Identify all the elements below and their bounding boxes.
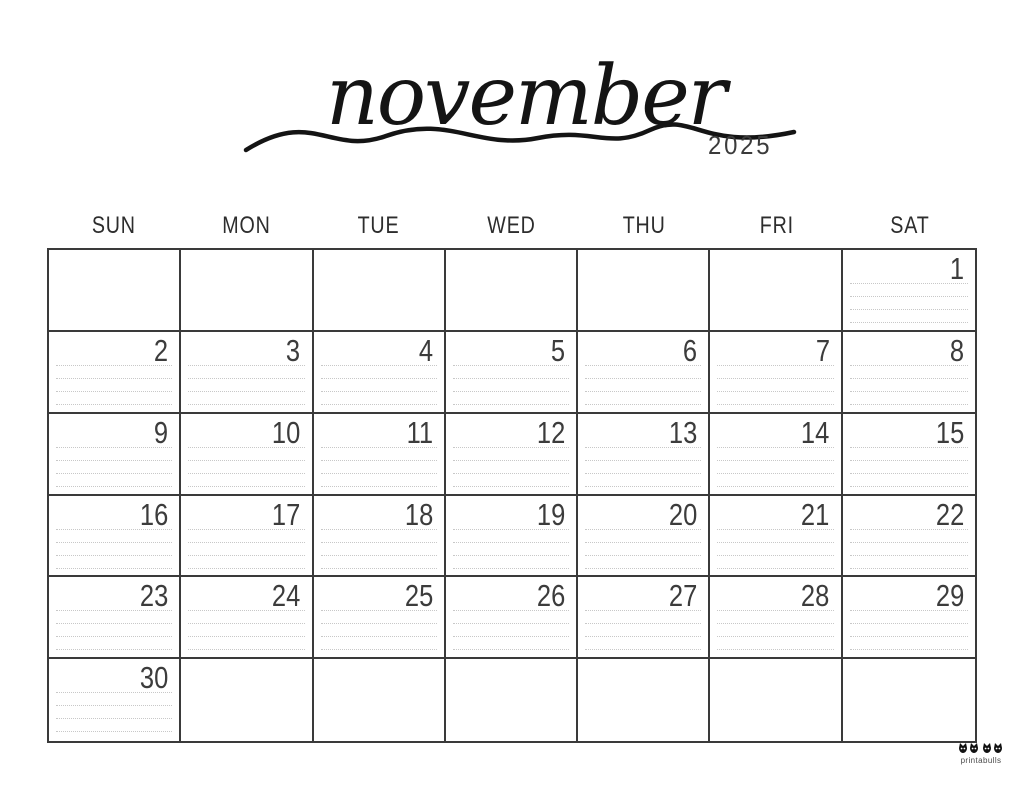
weekday-fri: FRI	[759, 211, 795, 240]
calendar-cell	[843, 659, 975, 741]
weekday-sat: SAT	[890, 211, 930, 240]
date-number: 28	[801, 580, 830, 614]
note-lines	[188, 435, 304, 487]
note-lines	[188, 598, 304, 650]
calendar-cell	[578, 250, 710, 332]
calendar-cell	[314, 659, 446, 741]
note-lines	[717, 353, 833, 405]
calendar-cell	[578, 414, 710, 496]
date-number: 30	[139, 662, 169, 696]
note-lines	[453, 353, 569, 405]
date-number: 11	[406, 416, 433, 450]
calendar-cell	[710, 496, 842, 578]
calendar-cell	[314, 332, 446, 414]
note-lines	[850, 271, 968, 323]
weekday-tue: TUE	[357, 211, 400, 240]
date-number: 6	[683, 334, 698, 369]
date-number: 3	[286, 334, 301, 369]
date-number: 14	[801, 416, 830, 450]
note-lines	[321, 435, 437, 487]
date-number: 18	[404, 498, 433, 532]
date-number: 27	[669, 580, 698, 614]
date-number: 2	[154, 334, 169, 369]
calendar-cell	[578, 332, 710, 414]
logo-text: printabulls	[960, 756, 1002, 765]
calendar-cell	[314, 414, 446, 496]
calendar-cell	[446, 250, 578, 332]
note-lines	[850, 435, 968, 487]
date-number: 24	[272, 580, 301, 614]
date-number: 1	[949, 253, 964, 287]
calendar-cell	[710, 659, 842, 741]
calendar-cell	[49, 577, 181, 659]
calendar-cell	[710, 332, 842, 414]
date-number: 13	[669, 416, 698, 450]
calendar-cell	[49, 659, 181, 741]
calendar-cell	[49, 332, 181, 414]
note-lines	[56, 680, 172, 732]
date-number: 9	[154, 416, 169, 450]
calendar-cell	[446, 332, 578, 414]
calendar-cell	[181, 250, 313, 332]
date-number: 21	[801, 498, 830, 532]
note-lines	[585, 435, 701, 487]
note-lines	[321, 598, 437, 650]
year-label: 2025	[708, 130, 773, 160]
calendar-cell	[181, 332, 313, 414]
date-number: 23	[139, 580, 169, 614]
calendar-cell	[446, 414, 578, 496]
date-number: 17	[272, 498, 301, 532]
date-number: 5	[550, 334, 566, 369]
date-number: 25	[404, 580, 433, 614]
weekday-sun: SUN	[91, 211, 136, 240]
note-lines	[585, 517, 701, 569]
note-lines	[188, 353, 304, 405]
date-number: 12	[536, 416, 566, 450]
note-lines	[850, 353, 968, 405]
printabulls-logo	[950, 742, 1012, 766]
calendar-cell	[843, 496, 975, 578]
calendar-cell	[181, 577, 313, 659]
weekday-wed: WED	[487, 211, 536, 240]
note-lines	[585, 353, 701, 405]
date-number: 22	[935, 498, 964, 532]
calendar-cell	[710, 577, 842, 659]
calendar-cell	[49, 496, 181, 578]
note-lines	[56, 517, 172, 569]
calendar-cell	[843, 577, 975, 659]
note-lines	[56, 598, 172, 650]
note-lines	[56, 353, 172, 405]
calendar-cell	[710, 414, 842, 496]
note-lines	[850, 598, 968, 650]
date-number: 19	[536, 498, 566, 532]
note-lines	[453, 517, 569, 569]
calendar-cell	[446, 577, 578, 659]
calendar-cell	[314, 577, 446, 659]
calendar-cell	[578, 659, 710, 741]
note-lines	[188, 517, 304, 569]
note-lines	[585, 598, 701, 650]
calendar-cell	[578, 577, 710, 659]
note-lines	[717, 598, 833, 650]
date-number: 7	[815, 334, 830, 369]
calendar-cell	[314, 250, 446, 332]
calendar-cell	[181, 496, 313, 578]
bulldogs-icon	[958, 742, 1004, 757]
calendar-cell	[446, 659, 578, 741]
note-lines	[717, 435, 833, 487]
date-number: 8	[949, 334, 964, 369]
calendar-cell	[49, 414, 181, 496]
weekday-mon: MON	[221, 211, 271, 240]
calendar-cell	[710, 250, 842, 332]
calendar-cell	[446, 496, 578, 578]
calendar-cell	[314, 496, 446, 578]
note-lines	[453, 435, 569, 487]
calendar-cell	[49, 250, 181, 332]
note-lines	[321, 517, 437, 569]
month-title: november	[326, 49, 726, 144]
calendar-grid	[47, 248, 977, 743]
calendar-cell	[843, 250, 975, 332]
note-lines	[56, 435, 172, 487]
weekday-thu: THU	[622, 211, 666, 240]
note-lines	[453, 598, 569, 650]
note-lines	[717, 517, 833, 569]
calendar-cell	[578, 496, 710, 578]
date-number: 26	[536, 580, 566, 614]
date-number: 29	[935, 580, 964, 614]
date-number: 15	[935, 416, 964, 450]
date-number: 4	[418, 334, 433, 369]
calendar-cell	[181, 414, 313, 496]
date-number: 10	[272, 416, 301, 450]
date-number: 20	[669, 498, 698, 532]
calendar-cell	[843, 414, 975, 496]
calendar-cell	[181, 659, 313, 741]
note-lines	[850, 517, 968, 569]
weekday-header-row	[47, 207, 976, 245]
note-lines	[321, 353, 437, 405]
date-number: 16	[139, 498, 169, 532]
calendar-cell	[843, 332, 975, 414]
